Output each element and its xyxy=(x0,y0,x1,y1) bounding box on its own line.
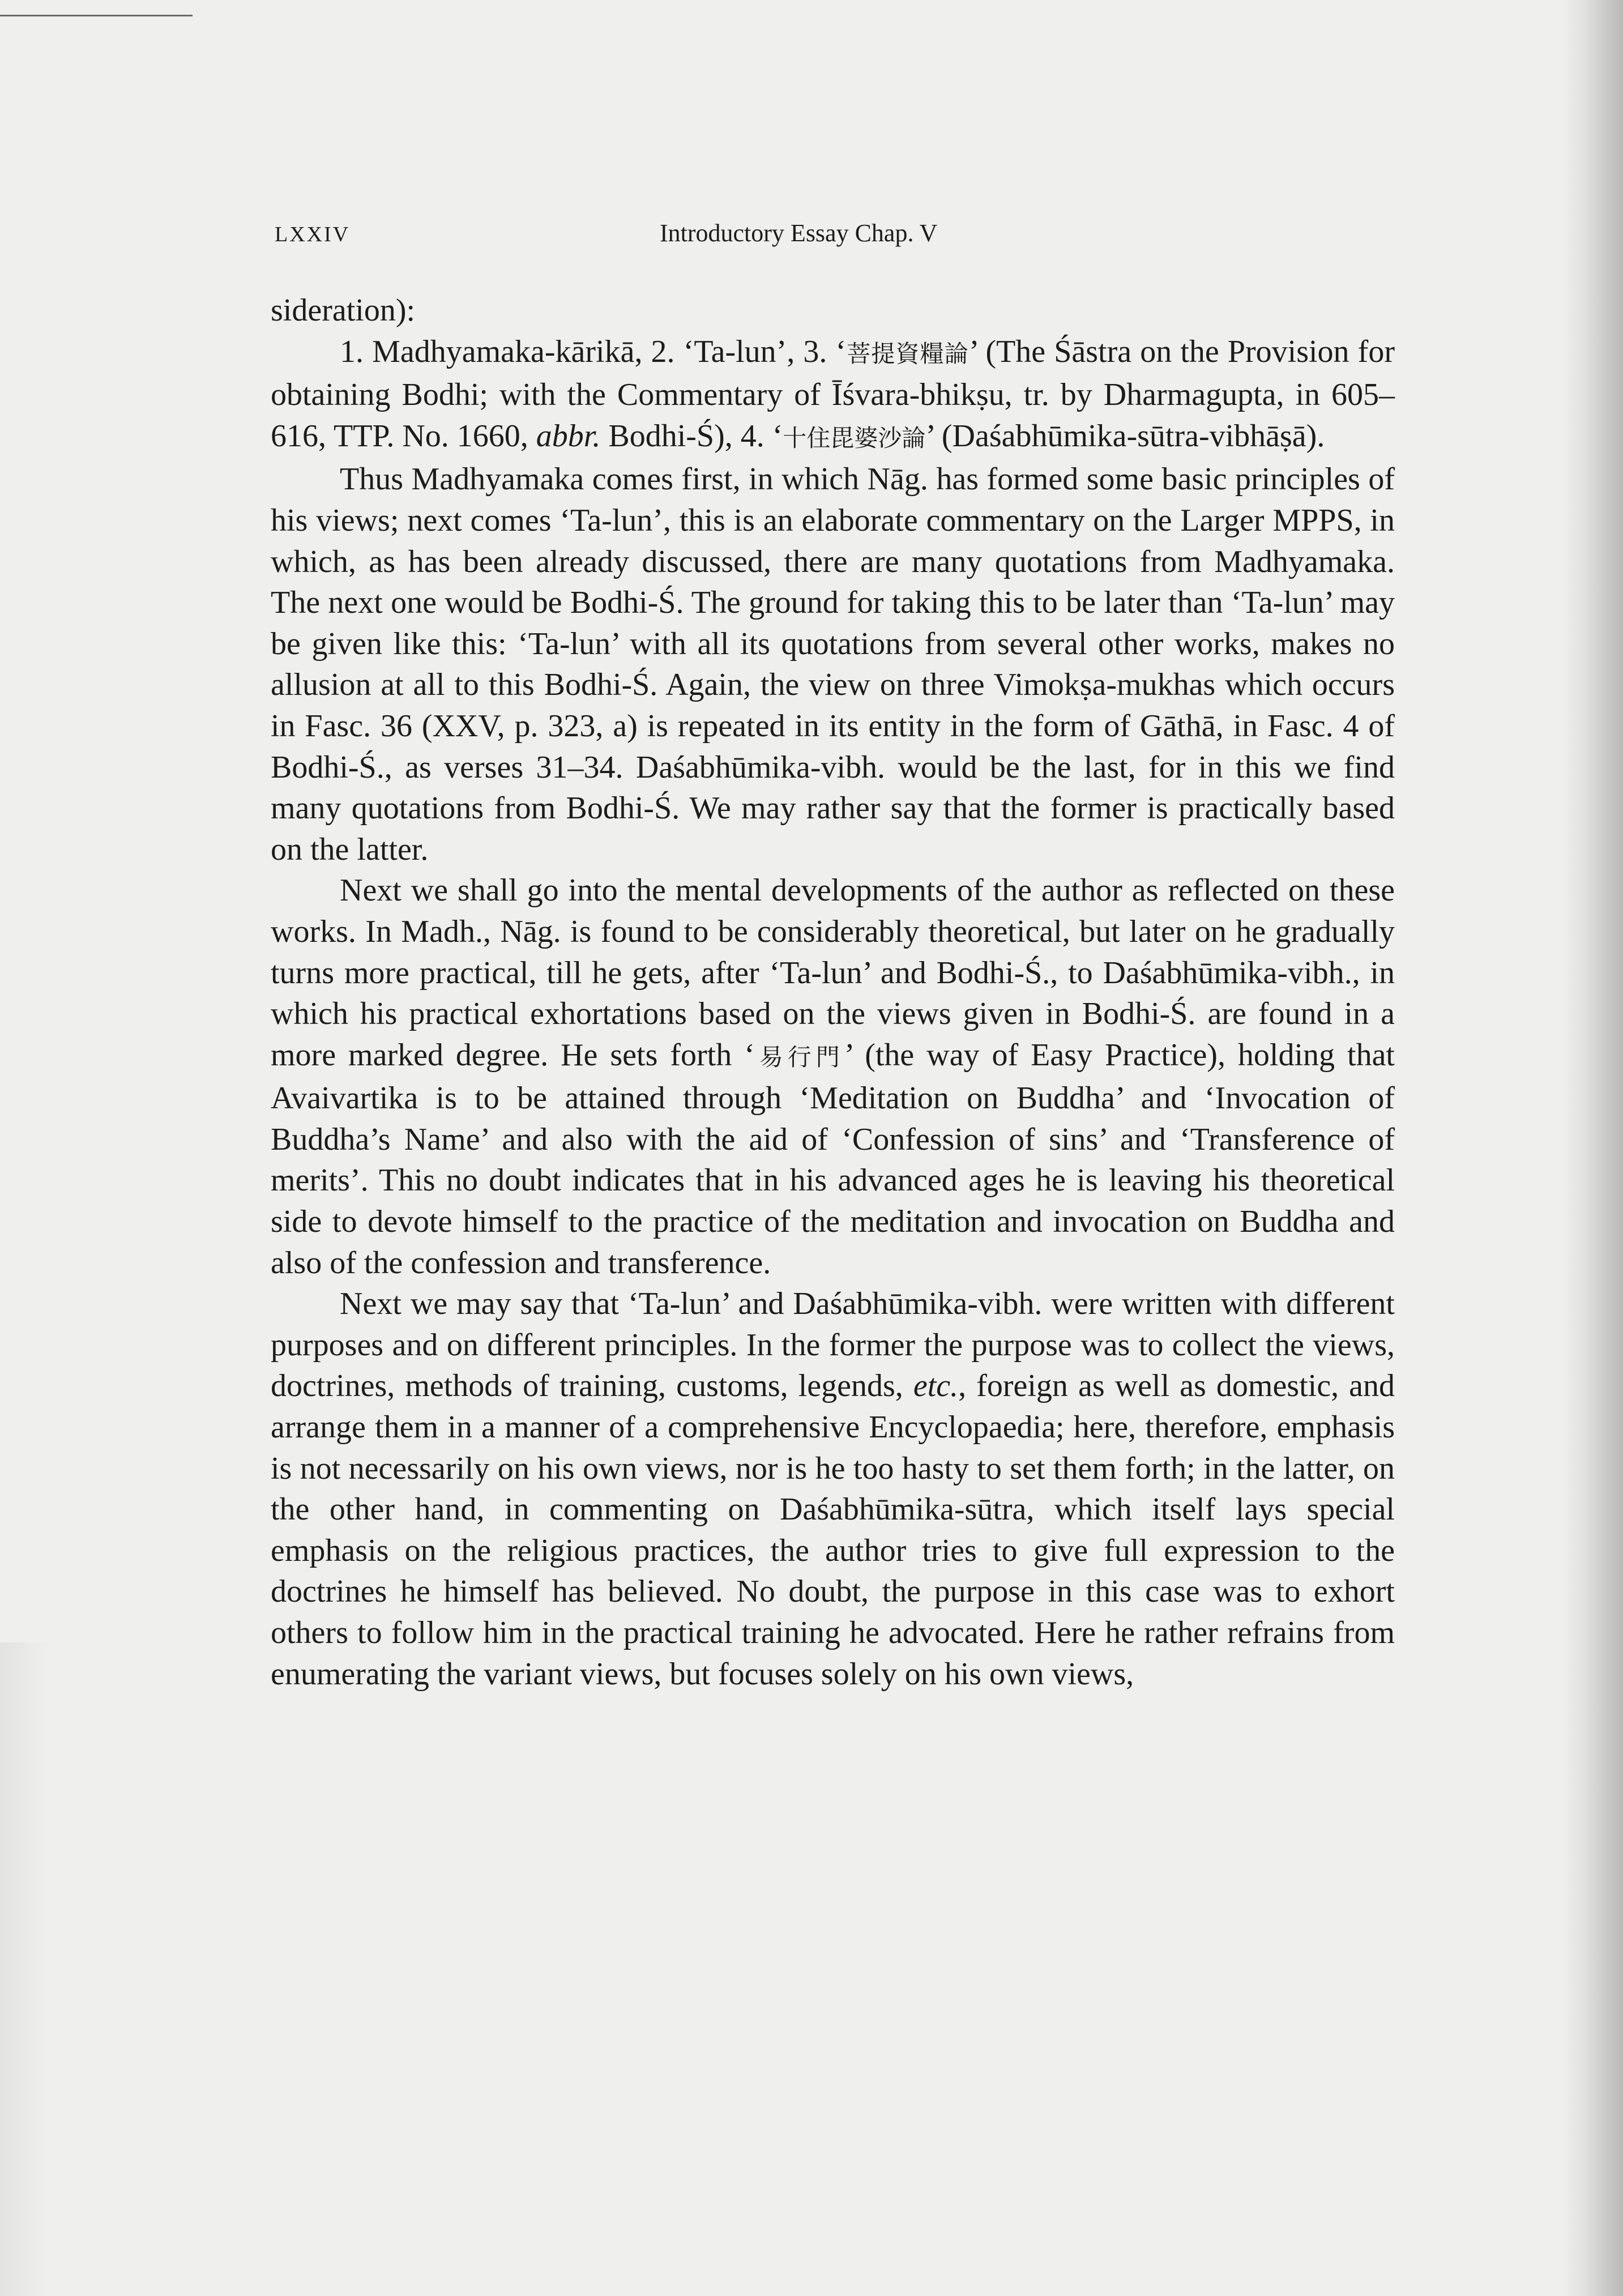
italic-text: etc. xyxy=(913,1368,959,1404)
running-head xyxy=(275,219,1011,256)
cjk-title: 易行門 xyxy=(754,1043,844,1071)
paragraph-chronology xyxy=(271,459,1395,870)
paragraph-mental-development xyxy=(271,870,1395,1283)
text-run: , foreign as well as domestic, and arrange them in a manner of a comprehensive Encyclopaedia; here, therefore, emphasis is not necessarily on his own views, nor is he too hasty to set them forth; in the latter, on the other hand, in commenting on Daśabhūmika-sūtra, which itself lays special emphasis on the religious practices, the author tries to give full expression to the doctrines he himself has believed. No doubt, the purpose in this case was to exhort others to follow him in the practical training he advocated. Here he rather refrains from enumerating the variant views, but focuses solely on his own views, xyxy=(271,1368,1395,1692)
scan-shadow-right xyxy=(1561,0,1623,2296)
text-run: Next we may say that ‘Ta-lun’ and Daśabhūmika-vibh. were written with different purposes and on different principles. In the former the purpose was to collect the views, doctrines, methods of training, customs, legends, xyxy=(271,1286,1395,1404)
cjk-title: 菩提資糧論 xyxy=(846,339,969,368)
body-text xyxy=(271,290,1395,1695)
paragraph-purposes xyxy=(271,1283,1395,1695)
text-run: ’ (the way of Easy Practice), holding that Avaivartika is to be attained through ‘Meditation on Buddha’ and ‘Invocation of Buddha’s Name’ and also with the aid of ‘Confession of sins’ and ‘Transference of merits’. This no doubt indicates that in his advanced ages he is leaving his theoretical side to devote himself to the practice of the meditation and invocation on Buddha and also of the confession and transference. xyxy=(271,1037,1395,1281)
page-number: LXXIV xyxy=(275,223,351,246)
text-run: sideration): xyxy=(271,293,416,328)
italic-text: abbr. xyxy=(536,418,601,454)
paragraph-list-of-works xyxy=(271,331,1395,459)
cjk-title: 十住毘婆沙論 xyxy=(783,424,926,452)
scan-shadow-left xyxy=(0,1642,51,2296)
running-title: Introductory Essay Chap. V xyxy=(660,219,938,247)
text-run: Bodhi-Ś), 4. ‘ xyxy=(600,418,783,454)
text-run: ’ (Daśabhūmika-sūtra-vibhāṣā). xyxy=(925,418,1325,454)
paragraph-continuation xyxy=(271,290,1395,331)
text-run: Thus Madhyamaka comes first, in which Nāg. has formed some basic principles of his views; next comes ‘Ta-lun’, this is an elaborate commentary on the Larger MPPS, in which, as has been already discussed, there are many quotations from Madhyamaka. The next one would be Bodhi-Ś. The ground for taking this to be later than ‘Ta-lun’ may be given like this: ‘Ta-lun’ with all its quotations from several other works, makes no allusion at all to this Bodhi-Ś. Again, the view on three Vimokṣa-mukhas which occurs in Fasc. 36 (XXV, p. 323, a) is repeated in its entity in the form of Gāthā, in Fasc. 4 of Bodhi-Ś., as verses 31–34. Daśabhūmika-vibh. would be the last, for in this we find many quotations from Bodhi-Ś. We may rather say that the former is practically based on the latter. xyxy=(271,462,1395,867)
text-run: ’ (The Śāstra on the Provision for obtaining Bodhi; with the Commentary of Īśvara-bhikṣu, tr. by Dharmagupta, in 605–616, TTP. No. 1660, xyxy=(271,334,1395,454)
text-run: Next we shall go into the mental developments of the author as reflected on these works. In Madh., Nāg. is found to be considerably theoretical, but later on he gradually turns more practical, till he gets, after ‘Ta-lun’ and Bodhi-Ś., to Daśabhūmika-vibh., in which his practical exhortations based on the views given in Bodhi-Ś. are found in a more marked degree. He sets forth ‘ xyxy=(271,873,1395,1073)
text-run: 1. Madhyamaka-kārikā, 2. ‘Ta-lun’, 3. ‘ xyxy=(340,334,847,369)
scan-top-rule xyxy=(0,15,193,16)
